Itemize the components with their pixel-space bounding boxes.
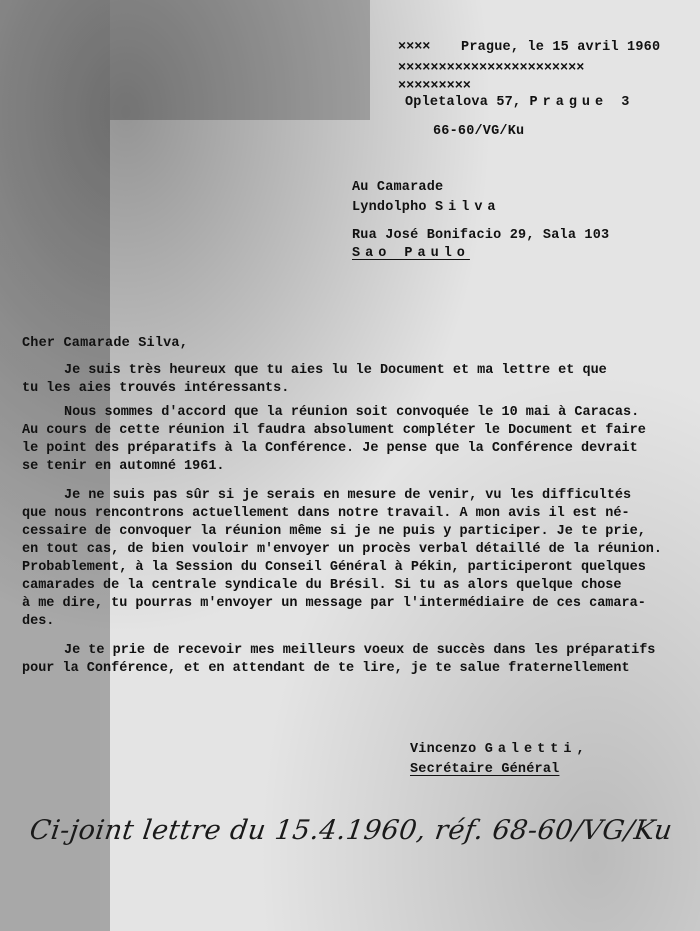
struck-text: ×××× — [398, 40, 431, 55]
text-line: se tenir en automné 1961. — [22, 459, 225, 474]
date-line — [398, 40, 660, 55]
sender-city: Prague 3 — [529, 95, 635, 110]
paragraph-3 — [22, 487, 682, 631]
text-line: Nous sommes d'accord que la réunion soit convoquée le 10 mai à Caracas. — [64, 405, 640, 420]
paragraph-1 — [22, 362, 682, 398]
struck-line: ××××××××××××××××××××××× — [398, 61, 585, 76]
signature-first-name: Vincenzo — [410, 742, 477, 757]
signature-name — [410, 742, 590, 757]
text-line: tu les aies trouvés intéressants. — [22, 381, 290, 396]
text-line: pour la Conférence, et en attendant de te lire, je te salue fraternellement — [22, 661, 630, 676]
text-line: cessaire de convoquer la réunion même si je ne puis y participer. Je te prie, — [22, 524, 646, 539]
paragraph-4 — [22, 642, 682, 678]
text-line: en tout cas, de bien vouloir m'envoyer un procès verbal détaillé de la réunion. — [22, 542, 663, 557]
recipient-last-name: Silva — [435, 200, 501, 215]
recipient-street: Rua José Bonifacio 29, Sala 103 — [352, 228, 610, 243]
sender-address — [405, 95, 634, 110]
text-line: le point des préparatifs à la Conférence. Je pense que la Conférence devrait — [22, 441, 638, 456]
text-line: à me dire, tu pourras m'envoyer un message par l'intermédiaire de ces camara- — [22, 596, 646, 611]
text-line: que nous rencontrons actuellement dans notre travail. A mon avis il est né- — [22, 506, 630, 521]
handwritten-note: Ci-joint lettre du 15.4.1960, réf. 68-60/VG/Ku — [27, 815, 675, 846]
reference-number: 66-60/VG/Ku — [433, 124, 525, 139]
greeting: Cher Camarade Silva, — [22, 336, 189, 351]
text-line: camarades de la centrale syndicale du Brésil. Si tu as alors quelque chose — [22, 578, 622, 593]
text-line: Je te prie de recevoir mes meilleurs voeux de succès dans les préparatifs — [64, 643, 656, 658]
text-line: Au cours de cette réunion il faudra absolument compléter le Document et faire — [22, 423, 646, 438]
signature-title: Secrétaire Général — [410, 762, 560, 777]
struck-line: ××××××××× — [398, 79, 471, 94]
text-line: des. — [22, 614, 55, 629]
recipient-salutation: Au Camarade — [352, 180, 444, 195]
sender-street: Opletalova 57, — [405, 95, 522, 110]
recipient-city: Sao Paulo — [352, 246, 470, 261]
text-line: Je suis très heureux que tu aies lu le Document et ma lettre et que — [64, 363, 607, 378]
paragraph-2 — [22, 404, 682, 476]
recipient-name — [352, 200, 501, 215]
signature-last-name: Galetti, — [484, 742, 590, 757]
place-date: Prague, le 15 avril 1960 — [461, 40, 661, 55]
text-line: Probablement, à la Session du Conseil Général à Pékin, participeront quelques — [22, 560, 646, 575]
text-line: Je ne suis pas sûr si je serais en mesure de venir, vu les difficultés — [64, 488, 632, 503]
scan-shadow-top — [110, 0, 370, 120]
recipient-first-name: Lyndolpho — [352, 200, 427, 215]
